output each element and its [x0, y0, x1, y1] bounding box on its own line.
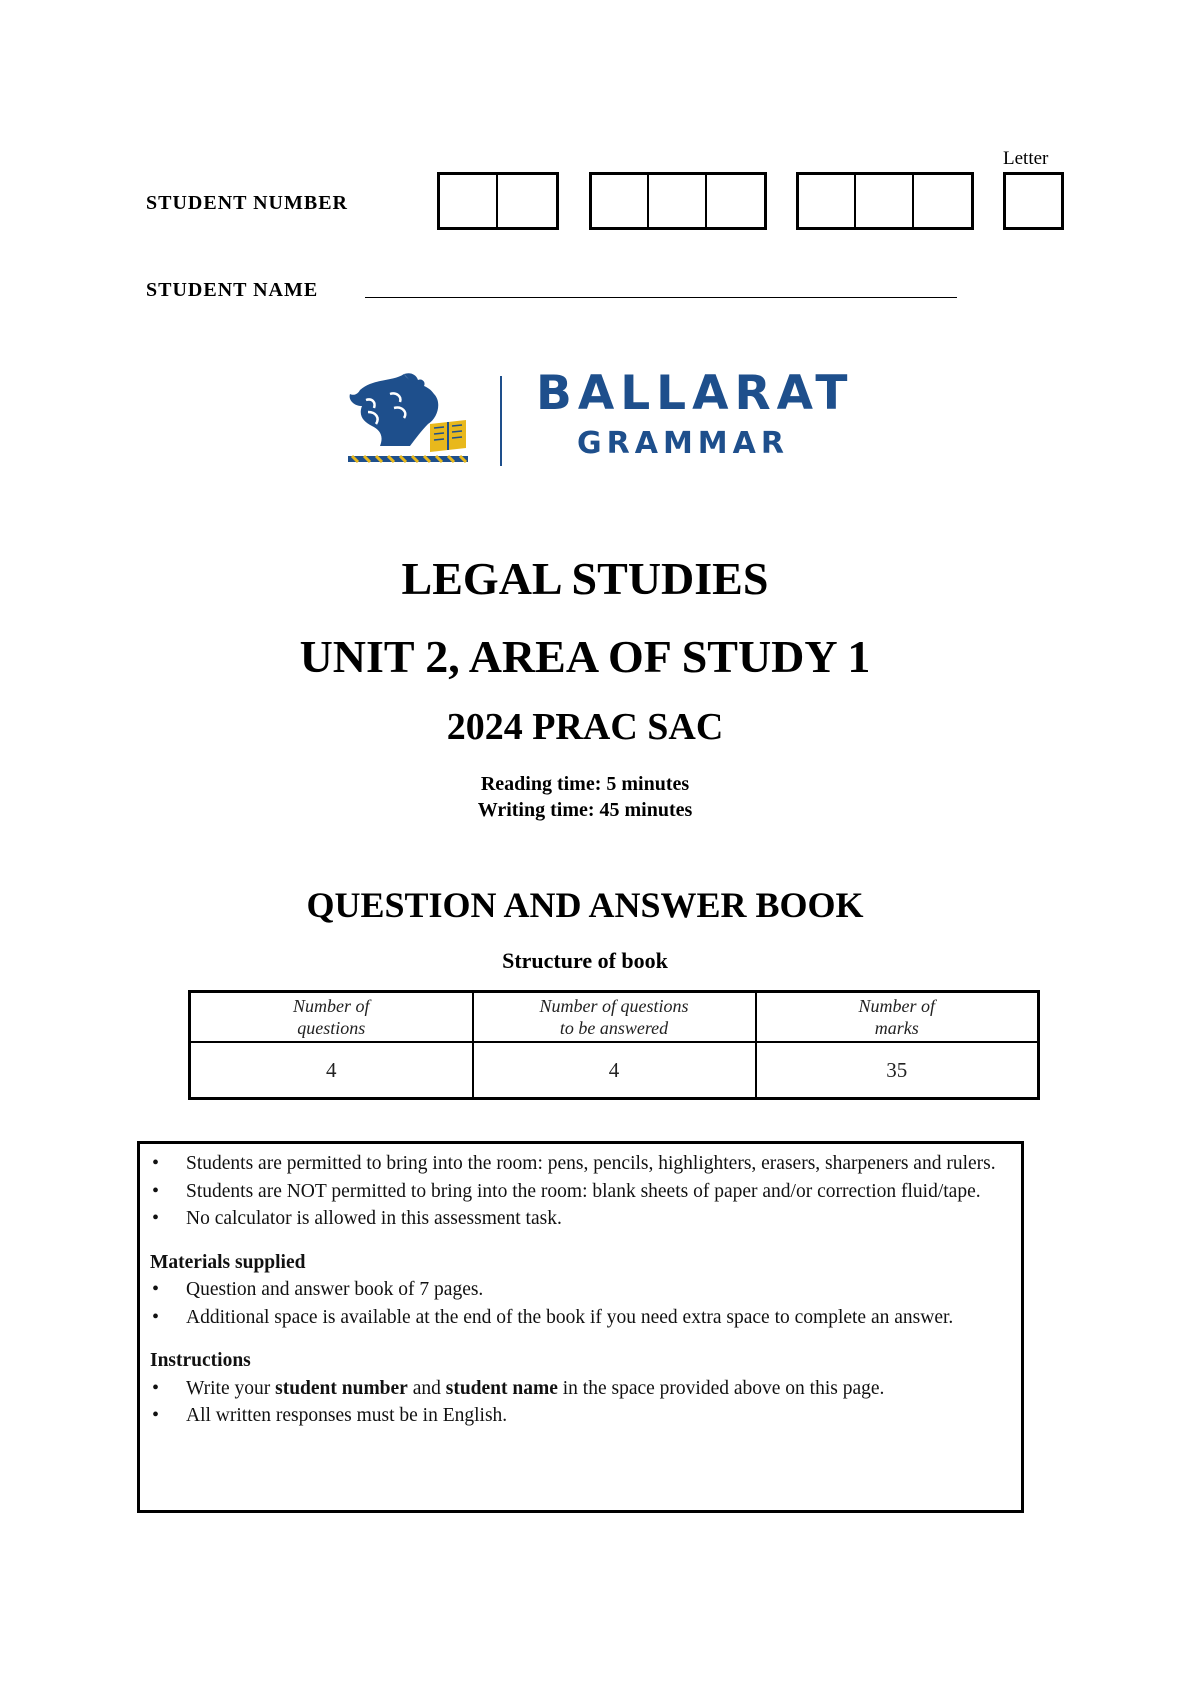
value-cell-questions: 4: [190, 1042, 473, 1099]
structure-heading: Structure of book: [502, 948, 668, 973]
structure-table: [188, 990, 1040, 1100]
student-name-line[interactable]: [365, 297, 957, 298]
list-item: • Write your student number and student name in the space provided above on this page.: [150, 1375, 1011, 1403]
materials-list: [150, 1276, 1011, 1331]
instructions-box: [137, 1141, 1024, 1513]
letter-label: Letter: [1003, 148, 1049, 169]
instructions-heading: Instructions: [150, 1350, 251, 1371]
student-number-box[interactable]: [799, 175, 856, 227]
header-cell-to-answer: Number of questions to be answered: [473, 992, 756, 1043]
permitted-list: [150, 1150, 1011, 1233]
list-item: • All written responses must be in English.: [150, 1402, 1011, 1430]
student-number-boxes-group-1[interactable]: [437, 172, 559, 230]
subject-title: LEGAL STUDIES: [401, 553, 769, 604]
list-item: • Students are permitted to bring into the room: pens, pencils, highlighters, erasers, sharpeners and rulers.: [150, 1150, 1011, 1178]
student-number-boxes-group-3[interactable]: [796, 172, 974, 230]
list-item: • Additional space is available at the end of the book if you need extra space to complete an answer.: [150, 1304, 1011, 1332]
assessment-title: 2024 PRAC SAC: [446, 706, 724, 748]
student-letter-box[interactable]: [1003, 172, 1064, 230]
header-cell-marks: Number of marks: [756, 992, 1039, 1043]
unit-title: UNIT 2, AREA OF STUDY 1: [299, 631, 871, 682]
value-cell-to-answer: 4: [473, 1042, 756, 1099]
value-cell-marks: 35: [756, 1042, 1039, 1099]
student-number-box[interactable]: [707, 175, 764, 227]
book-type-title: QUESTION AND ANSWER BOOK: [306, 885, 864, 925]
student-number-boxes-group-2[interactable]: [589, 172, 767, 230]
header-cell-questions: Number of questions: [190, 992, 473, 1043]
student-number-box[interactable]: [440, 175, 498, 227]
table-header-row: [190, 992, 1039, 1043]
materials-heading: Materials supplied: [150, 1251, 306, 1273]
student-number-box[interactable]: [649, 175, 706, 227]
student-number-box[interactable]: [914, 175, 971, 227]
list-item: • Students are NOT permitted to bring into the room: blank sheets of paper and/or correction fluid/tape.: [150, 1178, 1011, 1206]
list-item: • No calculator is allowed in this assessment task.: [150, 1205, 1011, 1233]
reading-time: Reading time: 5 minutes: [480, 773, 690, 795]
student-number-box[interactable]: [592, 175, 649, 227]
logo-wordmark-ballarat: BALLARAT: [536, 366, 854, 421]
griffin-crest-icon: [346, 372, 470, 468]
list-item: • Question and answer book of 7 pages.: [150, 1276, 1011, 1304]
instructions-list: [150, 1375, 1011, 1430]
student-number-box[interactable]: [856, 175, 913, 227]
logo-divider: [500, 376, 502, 466]
student-number-label: STUDENT NUMBER: [146, 192, 348, 214]
table-row: [190, 1042, 1039, 1099]
student-number-box[interactable]: [498, 175, 556, 227]
student-letter-cell[interactable]: [1006, 175, 1061, 227]
logo-wordmark-grammar: GRAMMAR: [577, 426, 789, 461]
student-name-label: STUDENT NAME: [146, 279, 319, 301]
writing-time: Writing time: 45 minutes: [477, 799, 693, 821]
